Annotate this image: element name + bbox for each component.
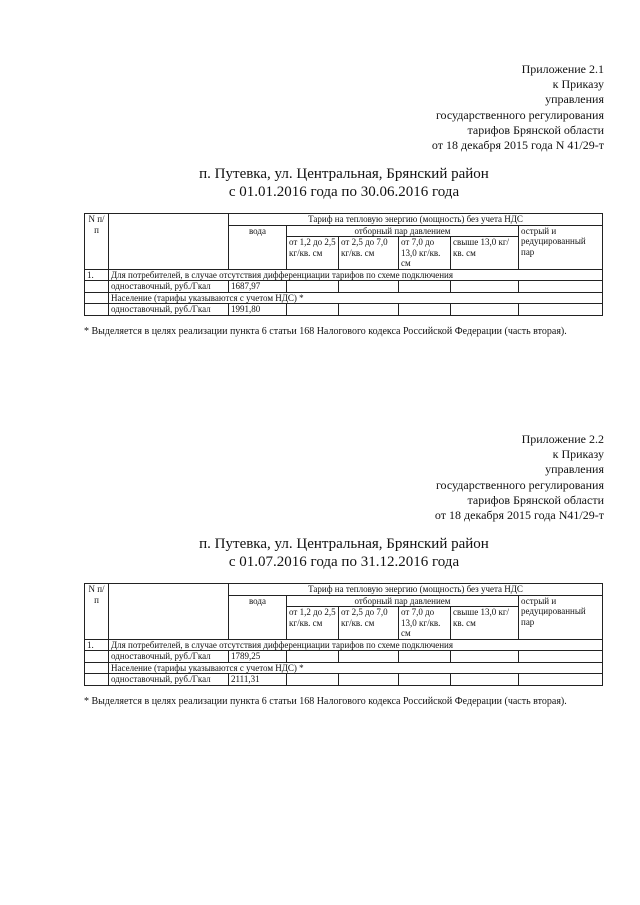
header-line: государственного регулирования — [435, 107, 604, 122]
table-row — [85, 651, 603, 663]
row-number: 1. — [85, 639, 109, 651]
empty-cell — [399, 651, 451, 663]
header-line: к Приказу — [552, 447, 604, 462]
header-line: тарифов Брянской области — [467, 122, 604, 137]
col-label-header — [109, 214, 229, 270]
steam-range-4: свыше 13,0 кг/кв. см — [451, 237, 519, 270]
empty-cell — [399, 674, 451, 686]
tariff-table — [84, 583, 603, 686]
empty-cell — [519, 674, 603, 686]
row-label: одноставочный, руб./Гкал — [109, 281, 229, 293]
header-line: управления — [545, 92, 604, 107]
appendix-2-2 — [84, 432, 604, 708]
steam-range-3: от 7,0 до 13,0 кг/кв. см — [399, 237, 451, 270]
row-label: одноставочный, руб./Гкал — [109, 674, 229, 686]
col-number-header: N п/п — [85, 584, 109, 640]
row-label: одноставочный, руб./Гкал — [109, 304, 229, 316]
row-number-empty — [85, 662, 109, 674]
row-category: Для потребителей, в случае отсутствия дифференциации тарифов по схеме подключения — [109, 639, 603, 651]
empty-cell — [451, 674, 519, 686]
empty-cell — [451, 281, 519, 293]
tariff-table — [84, 213, 603, 316]
header-line: Приложение 2.2 — [521, 432, 604, 446]
steam-range-2: от 2,5 до 7,0 кг/кв. см — [339, 607, 399, 640]
water-value: 2111,31 — [229, 674, 287, 686]
header-line: тарифов Брянской области — [467, 492, 604, 507]
col-water-header: вода — [229, 225, 287, 269]
table-row — [85, 269, 603, 281]
empty-cell — [451, 651, 519, 663]
row-number-empty — [85, 281, 109, 293]
empty-cell — [287, 281, 339, 293]
water-value: 1687,97 — [229, 281, 287, 293]
table-row — [85, 292, 603, 304]
table-header-row — [85, 214, 603, 226]
row-category: Население (тарифы указываются с учетом НДС) * — [109, 662, 603, 674]
row-number: 1. — [85, 269, 109, 281]
col-tariff-header: Тариф на тепловую энергию (мощность) без учета НДС — [229, 584, 603, 596]
appendix-header — [84, 432, 604, 523]
empty-cell — [519, 651, 603, 663]
empty-cell — [287, 651, 339, 663]
col-label-header — [109, 584, 229, 640]
empty-cell — [287, 674, 339, 686]
appendix-title — [84, 535, 604, 571]
col-number-header: N п/п — [85, 214, 109, 270]
table-header-row — [85, 584, 603, 596]
empty-cell — [519, 281, 603, 293]
water-value: 1789,25 — [229, 651, 287, 663]
header-line: к Приказу — [552, 77, 604, 92]
empty-cell — [287, 304, 339, 316]
row-number-empty — [85, 292, 109, 304]
steam-range-2: от 2,5 до 7,0 кг/кв. см — [339, 237, 399, 270]
row-category: Для потребителей, в случае отсутствия дифференциации тарифов по схеме подключения — [109, 269, 603, 281]
col-water-header: вода — [229, 595, 287, 639]
title-period: с 01.01.2016 года по 30.06.2016 года — [228, 184, 460, 201]
footnote: * Выделяется в целях реализации пункта 6 статьи 168 Налогового кодекса Российской Федерации (часть вторая). — [84, 695, 567, 707]
row-number-empty — [85, 304, 109, 316]
col-sharp-steam-header: острый и редуцированный пар — [519, 595, 603, 639]
table-row — [85, 674, 603, 686]
row-label: одноставочный, руб./Гкал — [109, 651, 229, 663]
empty-cell — [519, 304, 603, 316]
steam-range-1: от 1,2 до 2,5 кг/кв. см — [287, 237, 339, 270]
empty-cell — [339, 281, 399, 293]
empty-cell — [451, 304, 519, 316]
table-row — [85, 662, 603, 674]
col-steam-header: отборный пар давлением — [287, 225, 519, 237]
empty-cell — [339, 674, 399, 686]
table-row — [85, 639, 603, 651]
table-row — [85, 304, 603, 316]
empty-cell — [339, 304, 399, 316]
header-line: от 18 декабря 2015 года N41/29-т — [434, 508, 604, 523]
water-value: 1991,80 — [229, 304, 287, 316]
title-location: п. Путевка, ул. Центральная, Брянский район — [199, 166, 489, 183]
row-number-empty — [85, 651, 109, 663]
steam-range-1: от 1,2 до 2,5 кг/кв. см — [287, 607, 339, 640]
header-line: управления — [545, 462, 604, 477]
empty-cell — [399, 304, 451, 316]
header-line: от 18 декабря 2015 года N 41/29-т — [431, 138, 604, 153]
col-sharp-steam-header: острый и редуцированный пар — [519, 225, 603, 269]
title-location: п. Путевка, ул. Центральная, Брянский район — [199, 536, 489, 553]
row-category: Население (тарифы указываются с учетом НДС) * — [109, 292, 603, 304]
appendix-2-1 — [84, 62, 604, 338]
steam-range-3: от 7,0 до 13,0 кг/кв. см — [399, 607, 451, 640]
header-line: государственного регулирования — [435, 477, 604, 492]
col-tariff-header: Тариф на тепловую энергию (мощность) без учета НДС — [229, 214, 603, 226]
empty-cell — [339, 651, 399, 663]
table-row — [85, 281, 603, 293]
col-steam-header: отборный пар давлением — [287, 595, 519, 607]
appendix-title — [84, 165, 604, 201]
row-number-empty — [85, 674, 109, 686]
steam-range-4: свыше 13,0 кг/кв. см — [451, 607, 519, 640]
title-period: с 01.07.2016 года по 31.12.2016 года — [228, 554, 460, 571]
footnote: * Выделяется в целях реализации пункта 6 статьи 168 Налогового кодекса Российской Федерации (часть вторая). — [84, 325, 567, 337]
header-line: Приложение 2.1 — [521, 62, 604, 76]
empty-cell — [399, 281, 451, 293]
appendix-header — [84, 62, 604, 153]
